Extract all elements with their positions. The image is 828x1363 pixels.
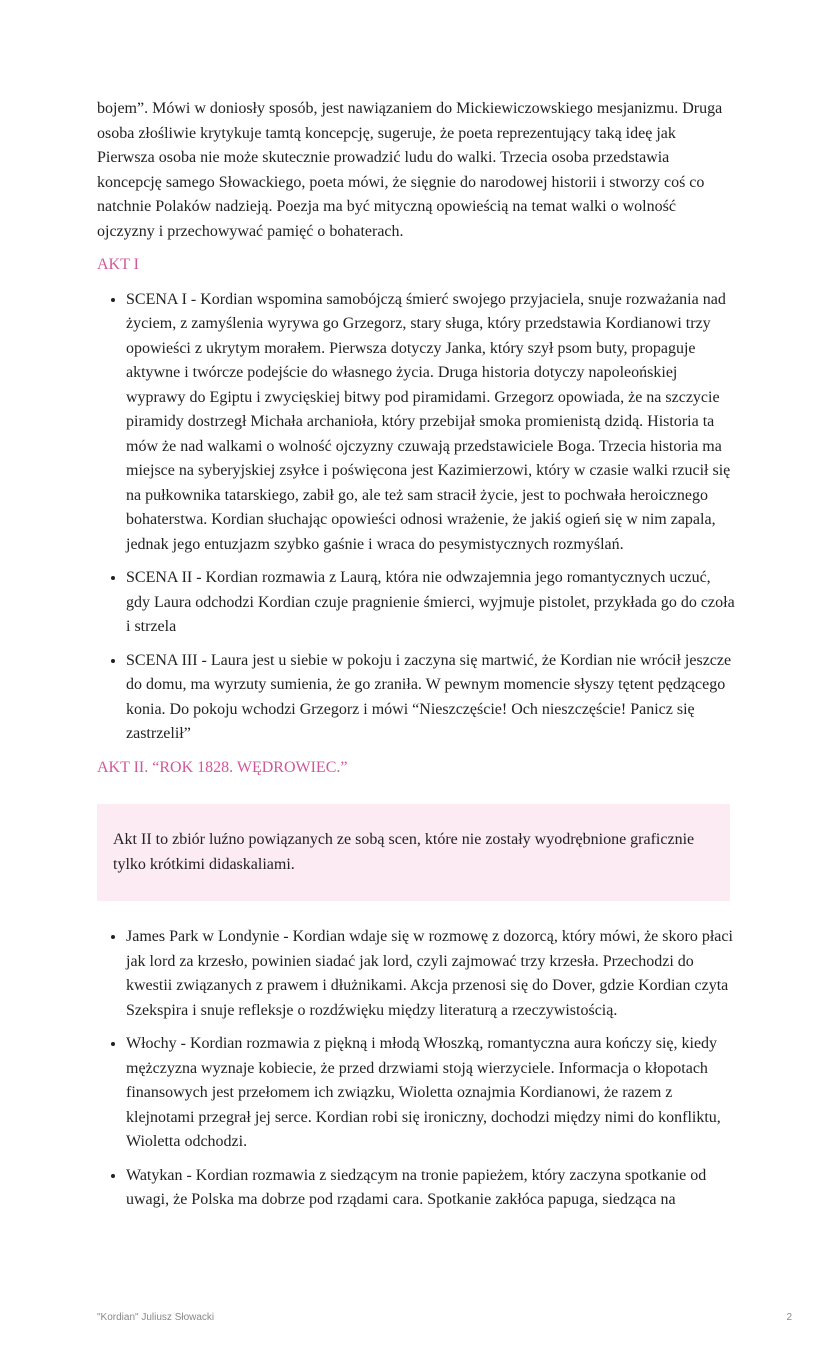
list-item: • SCENA I - Kordian wspomina samobójczą śmierć swojego przyjaciela, snuje rozważania nad życiem, z zamyślenia wyrywa go Grzegorz, stary sługa, który przedstawia Kordianowi trzy opowieści z ukrytym morałem. Pierwsza dotyczy Janka, który szył psom buty, propaguje aktywne i twórcze podejście do własnego życia. Druga historia dotyczy napoleońskiej wyprawy do Egiptu i zwycięskiej bitwy pod piramidami. Grzegorz opowiada, że na szczycie piramidy dostrzegł Michała archanioła, który przebijał smoka promienistą dzidą. Historia ta mów że nad walkami o wolność ojczyzny czuwają przedstawiciele Boga. Trzecia historia ma miejsce na syberyjskiej zsyłce i poświęcona jest Kazimierzowi, który w czasie walki rzucił się na pułkownika tatarskiego, zabił go, ale też sam stracił życie, jest to pochwała heroicznego bohaterstwa. Kordian słuchając opowieści odnosi wrażenie, że jakiś ogień się w nim zapala, jednak jego entuzjazm szybko gaśnie i wraca do pesymistycznych rozmyślań.: [126, 288, 737, 558]
akt-1-heading: AKT I: [97, 256, 139, 273]
footer-title: "Kordian" Juliusz Słowacki: [97, 1312, 215, 1323]
intro-paragraph: bojem”. Mówi w doniosły sposób, jest nawiązaniem do Mickiewiczowskiego mesjanizmu. Druga osoba złośliwie krytykuje tamtą koncepcję, sugeruje, że poeta reprezentujący taką ideę jak Pierwsza osoba nie może skutecznie prowadzić ludu do walki. Trzecia osoba przedstawia koncepcję samego Słowackiego, poeta mówi, że sięgnie do narodowej historii i stworzy coś co natchnie Polaków nadzieją. Poezja ma być mityczną opowieścią na temat walki o wolność ojczyzny i przechowywać pamięć o bohaterach.: [97, 100, 723, 240]
page-footer: [97, 1312, 792, 1323]
list-item: • Włochy - Kordian rozmawia z piękną i młodą Włoszką, romantyczna aura kończy się, kiedy mężczyzna wyznaje kobiecie, że przed drzwiami stoją wierzyciele. Informacja o kłopotach finansowych jest przełomem ich związku, Wioletta oznajmia Kordianowi, że razem z klejnotami przegrał jej serce. Kordian robi się ironiczny, dochodzi między nimi do konfliktu, Wioletta odchodzi.: [126, 1032, 737, 1155]
callout-text: Akt II to zbiór luźno powiązanych ze sobą scen, które nie zostały wyodrębnione graficznie tylko krótkimi didaskaliami.: [113, 831, 695, 873]
list-item: • SCENA II - Kordian rozmawia z Laurą, która nie odwzajemnia jego romantycznych uczuć, gdy Laura odchodzi Kordian czuje pragnienie śmierci, wyjmuje pistolet, przykłada go do czoła i strzela: [126, 566, 737, 640]
list-item: • James Park w Londynie - Kordian wdaje się w rozmowę z dozorcą, który mówi, że skoro płaci jak lord za krzesło, powinien siadać jak lord, czyli zajmować trzy krzesła. Przechodzi do kwestii związanych z prawem i dłużnikami. Akcja przenosi się do Dover, gdzie Kordian czyta Szekspira i snuje refleksje o rozdźwięku między literaturą a rzeczywistością.: [126, 925, 737, 1023]
akt-2-heading: AKT II. “ROK 1828. WĘDROWIEC.”: [97, 758, 348, 776]
list-item: • SCENA III - Laura jest u siebie w pokoju i zaczyna się martwić, że Kordian nie wrócił jeszcze do domu, ma wyrzuty sumienia, że go zraniła. W pewnym momencie słyszy tętent pędzącego konia. Do pokoju wchodzi Grzegorz i mówi “Nieszczęście! Och nieszczęście! Panicz się zastrzelił”: [126, 649, 737, 747]
callout-box: [97, 804, 730, 901]
akt-2-scene-list: [97, 925, 737, 1213]
page-number: 2: [786, 1312, 792, 1323]
list-item: • Watykan - Kordian rozmawia z siedzącym na tronie papieżem, który zaczyna spotkanie od uwagi, że Polska ma dobrze pod rządami cara. Spotkanie zakłóca papuga, siedząca na: [126, 1164, 737, 1213]
document-body: [97, 97, 737, 1222]
akt-1-scene-list: [97, 288, 737, 747]
